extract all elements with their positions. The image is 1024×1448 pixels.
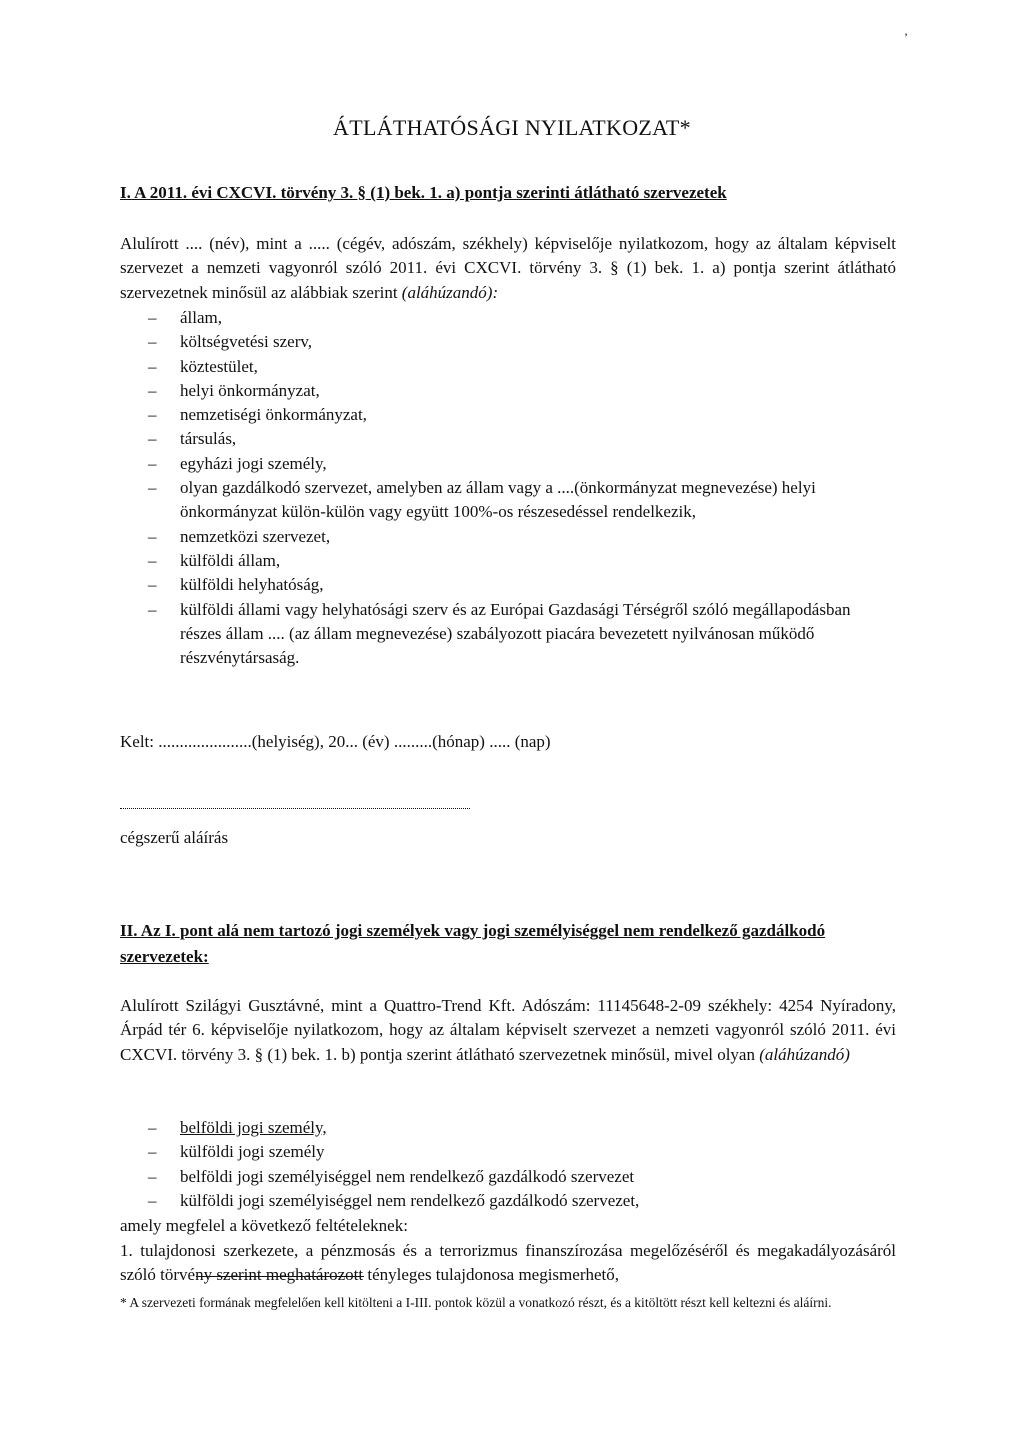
document-title: ÁTLÁTHATÓSÁGI NYILATKOZAT* (333, 115, 691, 140)
list-item: – külföldi állam, (148, 550, 281, 570)
section1-intro (120, 232, 896, 305)
condition-1: 1. tulajdonosi szerkezete, a pénzmosás és a terrorizmus finanszírozása megelőzéséről és megakadályozásáról szóló törvény szerint meghatározott tényleges tulajdonosa megismerhető, (120, 1241, 896, 1285)
list-item: – külföldi helyhatóság, (148, 575, 324, 595)
date-line: Kelt: ......................(helyiség), 20... (év) .........(hónap) ..... (nap) (120, 732, 551, 751)
section1-intro-text: Alulírott .... (név), mint a ..... (cégév, adószám, székhely) képviselője nyilatkozom, hogy az általam képviselt szervezet a nemzeti vagyonról szóló 2011. évi CXCVI. törvény 3. § (1) bek. 1. a) pontja szerint átlátható szervezetnek minősül az alábbiak szerint (120, 234, 896, 302)
section2-entity-list (148, 1116, 896, 1213)
conditions-intro: amely megfelel a következő feltételeknek: (120, 1216, 408, 1235)
section1-intro-hint: (aláhúzandó): (401, 282, 499, 302)
signature-label: cégszerű aláírás (120, 828, 229, 847)
list-item: – helyi önkormányzat, (148, 380, 320, 400)
section2-heading: II. Az I. pont alá nem tartozó jogi személyek vagy jogi személyiséggel nem rendelkező gazdálkodó szervezetek: (120, 921, 826, 966)
list-item: – belföldi jogi személyiséggel nem rendelkező gazdálkodó szervezet (148, 1166, 635, 1186)
section2-intro-hint: (aláhúzandó) (759, 1044, 850, 1064)
list-item: – külföldi jogi személy (148, 1142, 325, 1162)
list-item: – nemzetközi szervezet, (148, 526, 331, 546)
scan-mark: ’ (904, 30, 908, 44)
footnote-rule (196, 1276, 364, 1277)
list-item: – társulás, (148, 429, 237, 449)
list-item: – egyházi jogi személy, (148, 453, 327, 473)
list-item: – köztestület, (148, 356, 258, 376)
list-item: – olyan gazdálkodó szervezet, amelyben az állam vagy a ....(önkormányzat megnevezése) helyi önkormányzat külön-külön vagy együtt 100%-os részesedéssel rendelkezik, (148, 478, 816, 522)
list-item: – költségvetési szerv, (148, 332, 313, 352)
section2-intro (120, 994, 896, 1067)
list-item: – külföldi állami vagy helyhatósági szerv és az Európai Gazdasági Térségről szóló megállapodásban részes állam .... (az állam megnevezése) szabályozott piacára bevezetett nyilvánosan működő részvénytársaság. (148, 599, 851, 668)
section1-heading: I. A 2011. évi CXCVI. törvény 3. § (1) bek. 1. a) pontja szerinti átlátható szervezetek (120, 183, 727, 202)
list-item: – belföldi jogi személy, (148, 1118, 327, 1137)
footnote: * A szervezeti formának megfelelően kell kitölteni a I-III. pontok közül a vonatkozó részt, és a kitöltött részt kell keltezni és aláírni. (120, 1295, 832, 1310)
signature-line (120, 808, 470, 809)
list-item: – nemzetiségi önkormányzat, (148, 405, 367, 425)
list-item: – állam, (148, 308, 223, 327)
section2-intro-text: Alulírott Szilágyi Gusztávné, mint a Quattro-Trend Kft. Adószám: 11145648-2-09 székhely: 4254 Nyíradony, Árpád tér 6. képviselője nyilatkozom, hogy az általam képviselt szervezet a nemzeti vagyonról szóló 2011. évi CXCVI. törvény 3. § (1) bek. 1. b) pontja szerint átlátható szervezetnek minősül, mivel olyan (120, 996, 896, 1064)
list-item: – külföldi jogi személyiséggel nem rendelkező gazdálkodó szervezet, (148, 1190, 640, 1210)
section1-entity-list (148, 306, 896, 670)
